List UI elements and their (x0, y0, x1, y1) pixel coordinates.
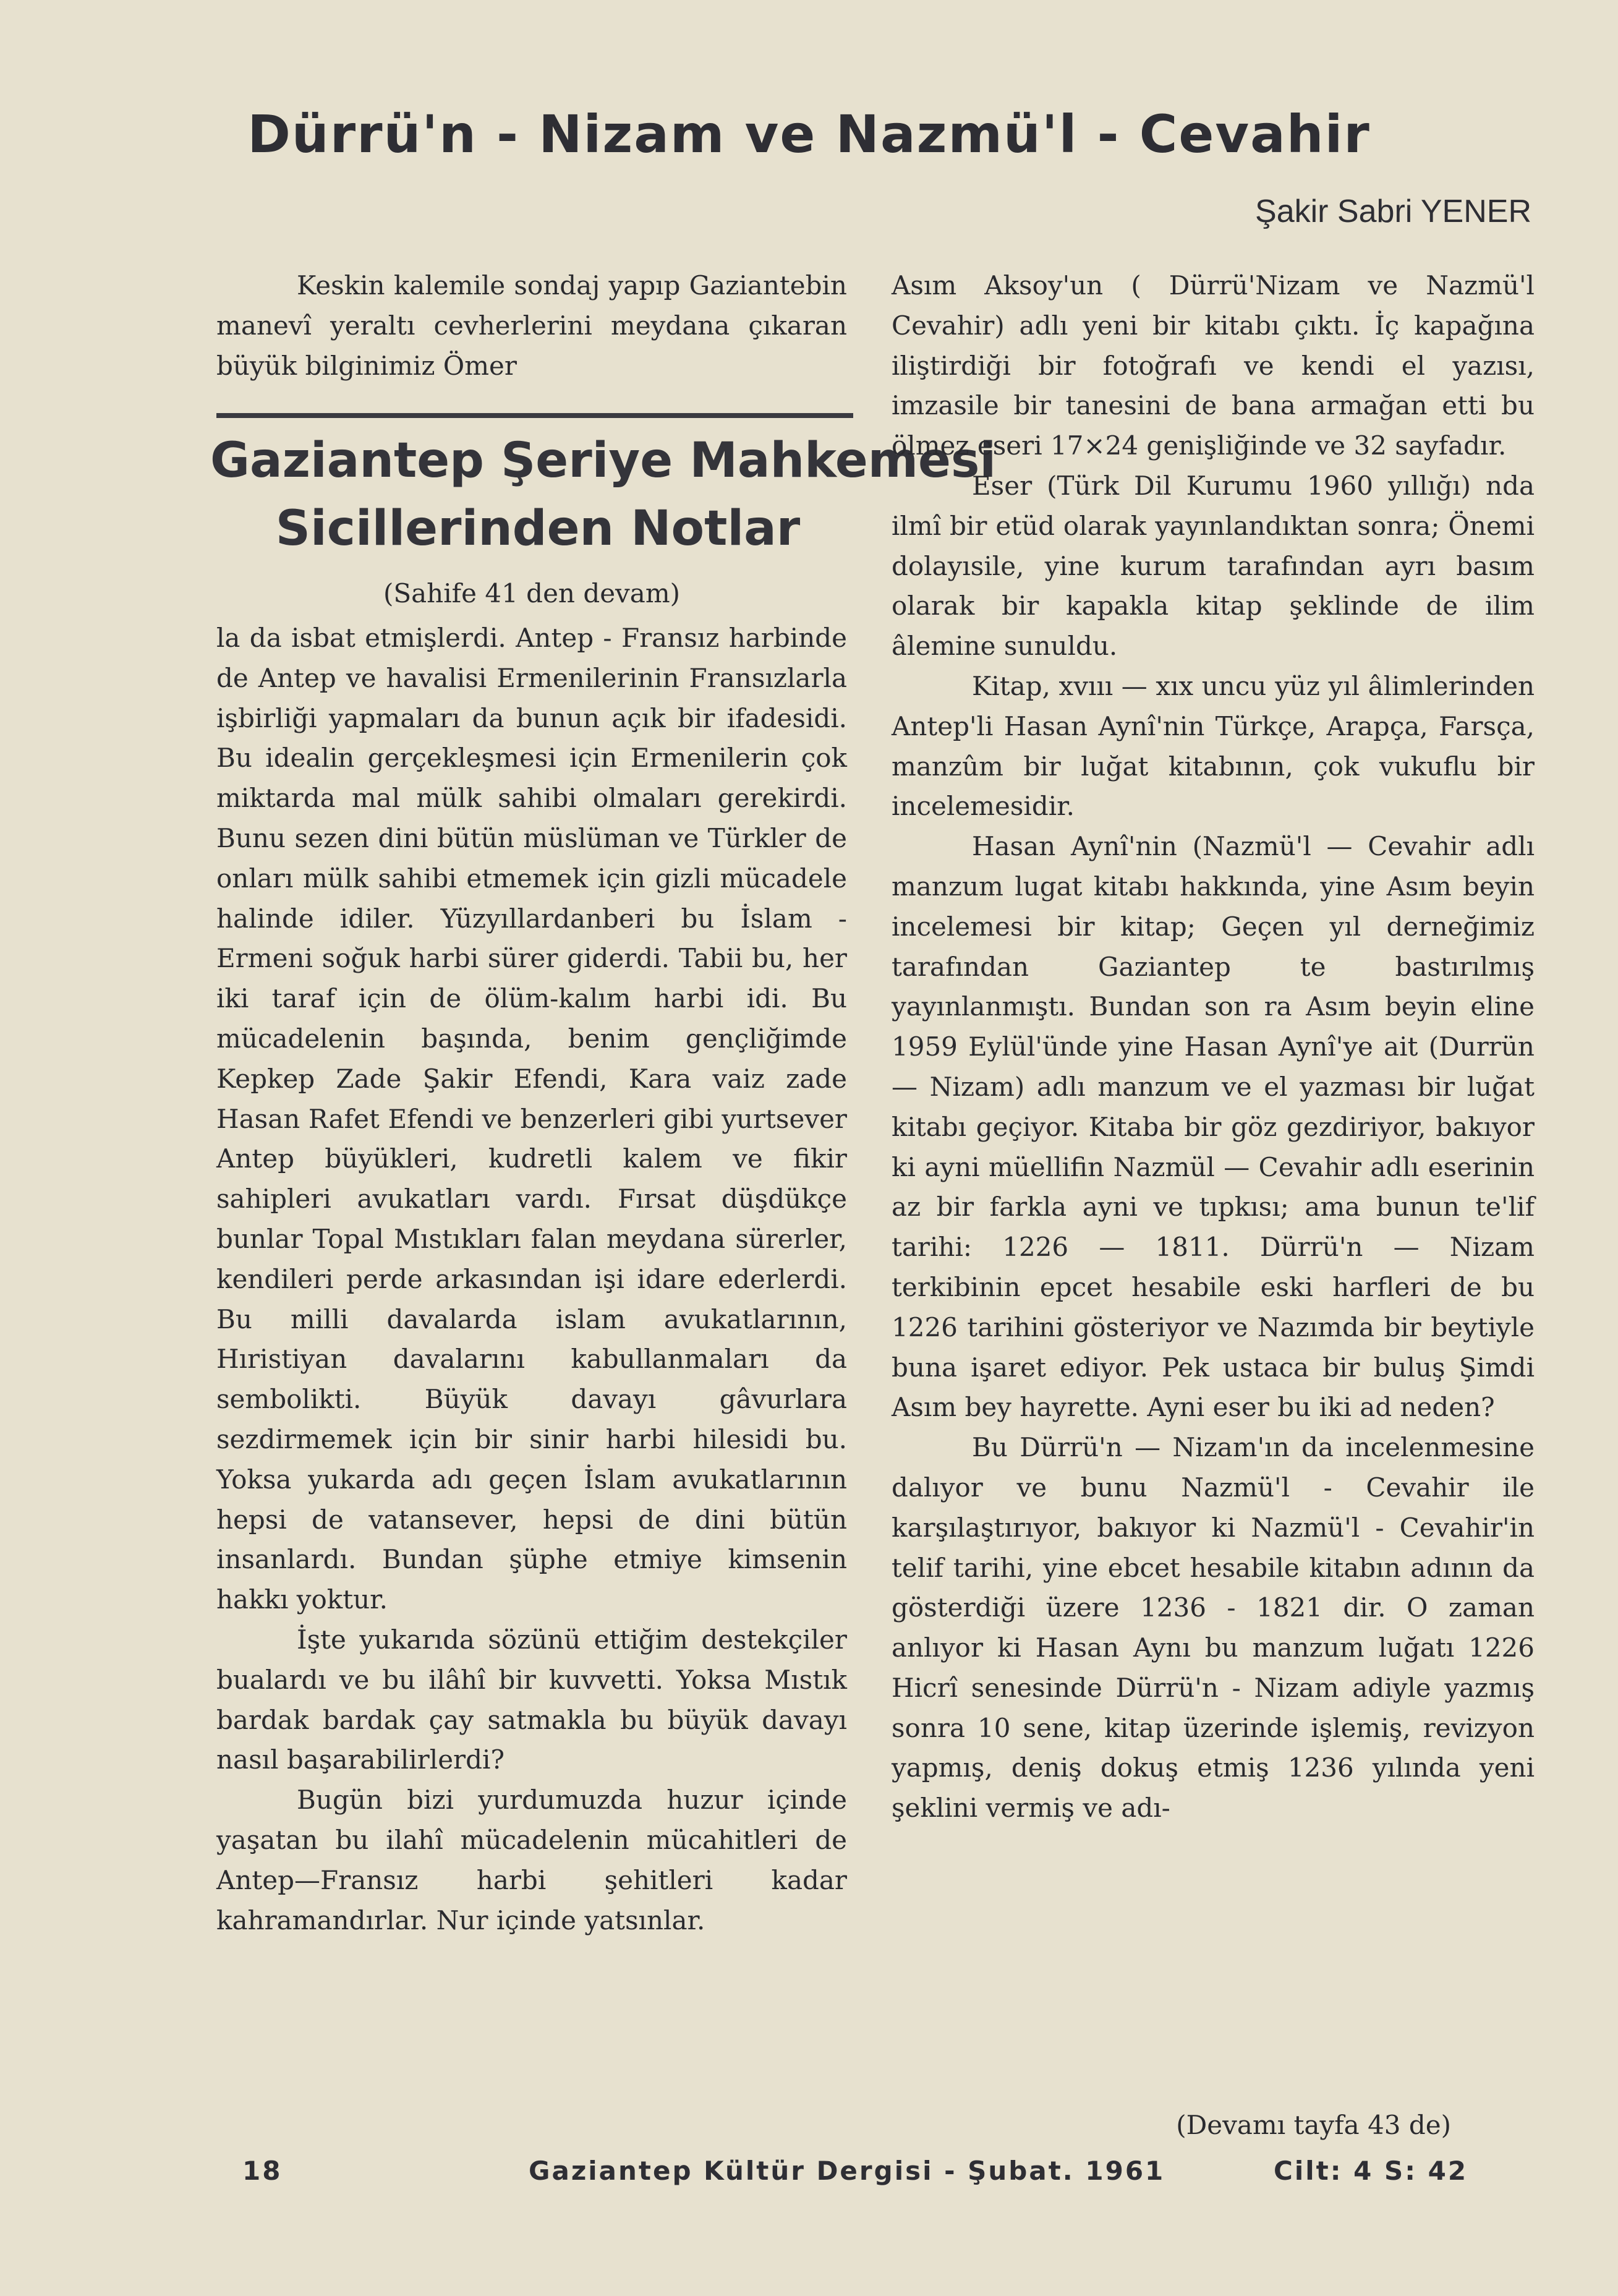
left-column-body (216, 618, 847, 1940)
continued-from-note: (Sahife 41 den devam) (383, 578, 681, 608)
section-title-line-1: Gaziantep Şeriye Mahkemesi (210, 433, 997, 489)
section-paragraph: Bugün bizi yurdumuzda huzur içinde yaşatan bu ilahî mücadelenin mücahitleri de Antep—Fransız harbi şehitleri kadar kahramandırlar. Nur içinde yatsınlar. (216, 1785, 847, 1935)
article-title: Dürrü'n - Nizam ve Nazmü'l - Cevahir (247, 104, 1371, 164)
section-divider (216, 413, 853, 418)
intro-paragraph: Keskin kalemile sondaj yapıp Gaziantebin manevî yeraltı cevherlerini meydana çıkaran büyük bilginimiz Ömer (216, 270, 847, 381)
section-paragraph: İşte yukarıda sözünü ettiğim destekçiler bualardı ve bu ilâhî bir kuvvetti. Yoksa Mıstık bardak bardak çay satmakla bu büyük davayı nasıl başarabilirlerdi? (216, 1624, 847, 1775)
article-author: Şakir Sabri YENER (1255, 194, 1531, 229)
magazine-name: Gaziantep Kültür Dergisi - Şubat. 1961 (529, 2156, 1165, 2186)
page-number: 18 (242, 2156, 283, 2186)
continued-on-note: (Devamı tayfa 43 de) (1176, 2110, 1451, 2140)
volume-issue: Cilt: 4 S: 42 (1274, 2156, 1468, 2186)
section-title-line-2: Sicillerinden Notlar (275, 501, 801, 557)
section-paragraph: la da isbat etmişlerdi. Antep - Fransız harbinde de Antep ve havalisi Ermenilerinin Fransızlarla işbirliği yapmaları da bunun açık bir ifadesidi. Bu idealin gerçekleşmesi için Ermenilerin çok miktarda mal mülk sahibi olmaları gerekirdi. Bunu sezen dini bütün müslüman ve Türkler de onları mülk sahibi etmemek için gizli mücadele halinde idiler. Yüzyıllardanberi bu İslam - Ermeni soğuk harbi sürer giderdi. Tabii bu, her iki taraf için de ölüm-kalım harbi idi. Bu mücadelenin başında, benim gençliğimde Kepkep Zade Şakir Efendi, Kara vaiz zade Hasan Rafet Efendi ve benzerleri gibi yurtsever Antep büyükleri, kudretli kalem ve fikir sahipleri avukatları vardı. Fırsat düşdükçe bunlar Topal Mıstıkları falan meydana sürerler, kendileri perde arkasından işi idare ederlerdi. Bu milli davalarda islam avukatlarının, Hıristiyan davalarını kabullanmaları da sembolikti. Büyük davayı gâvurlara sezdirmemek için bir sinir harbi hilesidi bu. Yoksa yukarda adı geçen İslam avukatlarının hepsi de vatansever, hepsi de dini bütün insanlardı. Bundan şüphe etmiye kimsenin hakkı yoktur. (216, 623, 847, 1615)
article-paragraph: Hasan Aynî'nin (Nazmü'l — Cevahir adlı manzum lugat kitabı hakkında, yine Asım beyin incelemesi bir kitap; Geçen yıl derneğimiz tarafından Gaziantep te bastırılmış yayınlanmıştı. Bundan son ra Asım beyin eline 1959 Eylül'ünde yine Hasan Aynî'ye ait (Durrün — Nizam) adlı manzum ve el yazması bir luğat kitabı geçiyor. Kitaba bir göz gezdiriyor, bakıyor ki ayni müellifin Nazmül — Cevahir adlı eserinin az bir farkla ayni ve tıpkısı; ama bunun te'lif tarihi: 1226 — 1811. Dürrü'n — Nizam terkibinin epcet hesabile eski harfleri de bu 1226 tarihini gösteriyor ve Nazımda bir beytiyle buna işaret ediyor. Pek ustaca bir buluş Şimdi Asım bey hayrette. Ayni eser bu iki ad neden? (892, 831, 1535, 1423)
left-column-intro (216, 266, 847, 386)
right-column-body (892, 266, 1535, 1829)
article-paragraph: Asım Aksoy'un ( Dürrü'Nizam ve Nazmü'l Cevahir) adlı yeni bir kitabı çıktı. İç kapağına iliştirdiği bir fotoğrafı ve kendi el yazısı, imzasile bir tanesini de bana armağan etti bu ölmez eseri 17×24 genişliğinde ve 32 sayfadır. (892, 270, 1535, 461)
article-paragraph: Eser (Türk Dil Kurumu 1960 yıllığı) nda ilmî bir etüd olarak yayınlandıktan sonra; Önemi dolayısile, yine kurum tarafından ayrı basım olarak bir kapakla kitap şeklinde de ilim âlemine sunuldu. (892, 470, 1535, 662)
article-paragraph: Bu Dürrü'n — Nizam'ın da incelenmesine dalıyor ve bunu Nazmü'l - Cevahir ile karşılaştırıyor, bakıyor ki Nazmü'l - Cevahir'in telif tarihi, yine ebcet hesabile kitabın adının da gösterdiği üzere 1236 - 1821 dir. O zaman anlıyor ki Hasan Aynı bu manzum luğatı 1226 Hicrî senesinde Dürrü'n - Nizam adiyle yazmış sonra 10 sene, kitap üzerinde işlemiş, revizyon yapmış, deniş dokuş etmiş 1236 yılında yeni şeklini vermiş ve adı- (892, 1432, 1535, 1824)
article-paragraph: Kitap, xvııı — xıx uncu yüz yıl âlimlerinden Antep'li Hasan Aynî'nin Türkçe, Arapça, Farsça, manzûm bir luğat kitabının, çok vukuflu bir incelemesidir. (892, 670, 1535, 822)
